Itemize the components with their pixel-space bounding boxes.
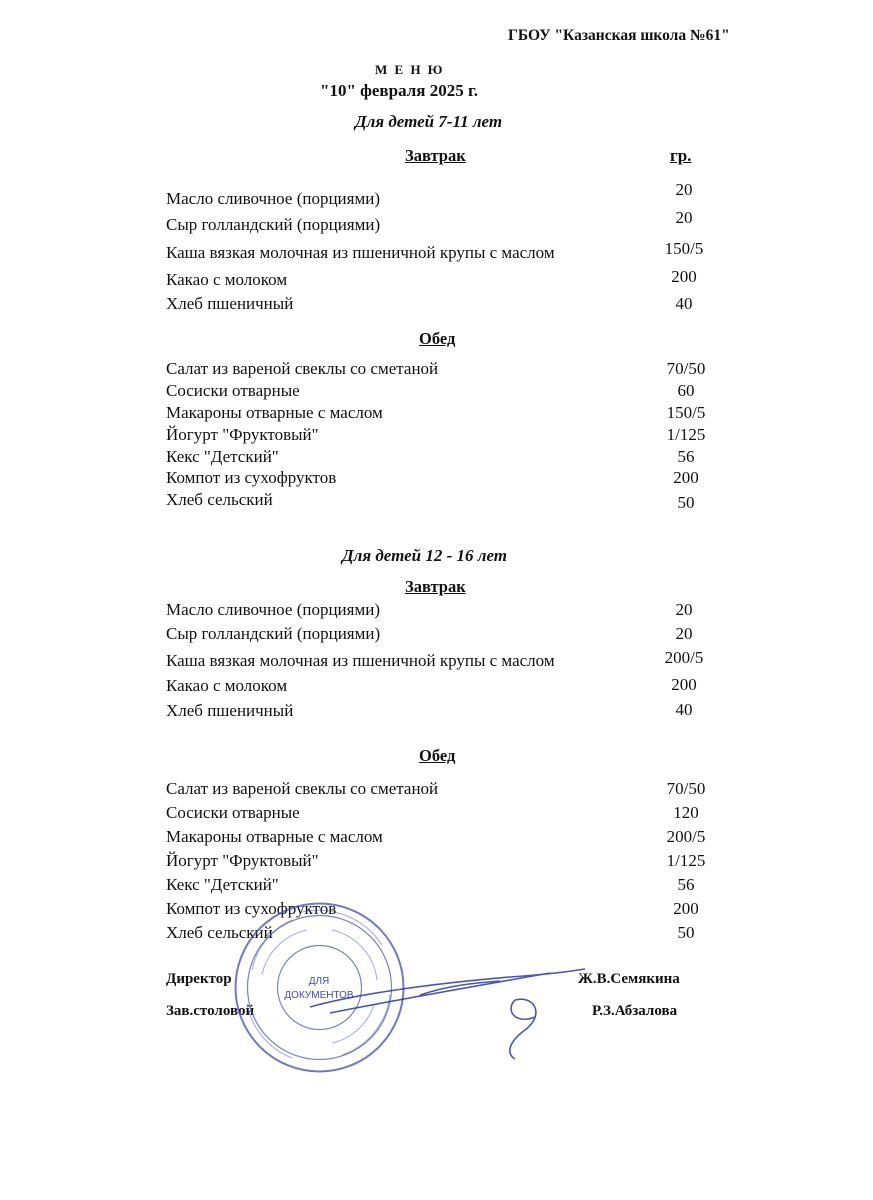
list-item: Каша вязкая молочная из пшеничной крупы с маслом (166, 243, 555, 262)
item-qty: 20 (675, 600, 693, 619)
item-qty: 200 (671, 675, 697, 694)
item-qty: 150/5 (666, 403, 706, 422)
item-qty: 1/125 (666, 851, 706, 870)
list-item: Хлеб сельский (166, 923, 273, 942)
item-qty: 150/5 (664, 239, 704, 258)
list-item: Йогурт "Фруктовый" (166, 851, 319, 870)
item-qty: 20 (675, 624, 693, 643)
list-item: Макароны отварные с маслом (166, 827, 383, 846)
item-qty: 56 (677, 875, 695, 894)
director-name: Ж.В.Семякина (578, 971, 680, 987)
list-item: Йогурт "Фруктовый" (166, 425, 319, 444)
item-qty: 200/5 (666, 827, 706, 846)
item-qty: 50 (677, 493, 695, 512)
list-item: Хлеб пшеничный (166, 701, 294, 720)
item-qty: 70/50 (666, 779, 706, 798)
list-item: Салат из вареной свеклы со сметаной (166, 359, 439, 378)
list-item: Каша вязкая молочная из пшеничной крупы с маслом (166, 651, 555, 670)
org-name: ГБОУ "Казанская школа №61" (508, 27, 730, 44)
item-qty: 56 (677, 447, 695, 466)
breakfast-heading-2: Завтрак (405, 577, 466, 596)
list-item: Сосиски отварные (166, 803, 300, 822)
item-qty: 1/125 (666, 425, 706, 444)
director-role: Директор (166, 971, 232, 987)
svg-text:ДЛЯ: ДЛЯ (308, 976, 330, 987)
list-item: Сыр голландский (порциями) (166, 215, 381, 234)
list-item: Кекс "Детский" (166, 447, 279, 466)
item-qty: 200 (673, 468, 699, 487)
list-item: Компот из сухофруктов (166, 468, 337, 487)
lunch-heading-2: Обед (419, 746, 456, 765)
item-qty: 20 (675, 180, 693, 199)
breakfast-heading-1: Завтрак (405, 146, 466, 165)
item-qty: 200 (673, 899, 699, 918)
item-qty: 200/5 (664, 648, 704, 667)
svg-text:ДОКУМЕНТОВ: ДОКУМЕНТОВ (284, 990, 354, 1001)
qty-header: гр. (670, 146, 692, 165)
age-group-title-1: Для детей 7-11 лет (355, 112, 503, 131)
item-qty: 40 (675, 294, 693, 313)
item-qty: 40 (675, 700, 693, 719)
menu-title: М Е Н Ю (375, 62, 445, 77)
list-item: Какао с молоком (166, 676, 288, 695)
list-item: Сыр голландский (порциями) (166, 624, 381, 643)
lunch-heading-1: Обед (419, 329, 456, 348)
item-qty: 50 (677, 923, 695, 942)
list-item: Хлеб пшеничный (166, 294, 294, 313)
list-item: Масло сливочное (порциями) (166, 189, 380, 208)
item-qty: 120 (673, 803, 699, 822)
item-qty: 60 (677, 381, 695, 400)
canteen-name: Р.З.Абзалова (592, 1003, 678, 1019)
list-item: Хлеб сельский (166, 490, 273, 509)
list-item: Сосиски отварные (166, 381, 300, 400)
item-qty: 20 (675, 208, 693, 227)
canteen-role: Зав.столовой (166, 1003, 255, 1019)
item-qty: 70/50 (666, 359, 706, 378)
list-item: Салат из вареной свеклы со сметаной (166, 779, 439, 798)
list-item: Масло сливочное (порциями) (166, 600, 380, 619)
list-item: Какао с молоком (166, 270, 288, 289)
item-qty: 200 (671, 267, 697, 286)
handwritten-signature (300, 955, 600, 1065)
list-item: Компот из сухофруктов (166, 899, 337, 918)
list-item: Кекс "Детский" (166, 875, 279, 894)
list-item: Макароны отварные с маслом (166, 403, 383, 422)
menu-date: "10" февраля 2025 г. (320, 81, 479, 100)
age-group-title-2: Для детей 12 - 16 лет (342, 546, 508, 565)
